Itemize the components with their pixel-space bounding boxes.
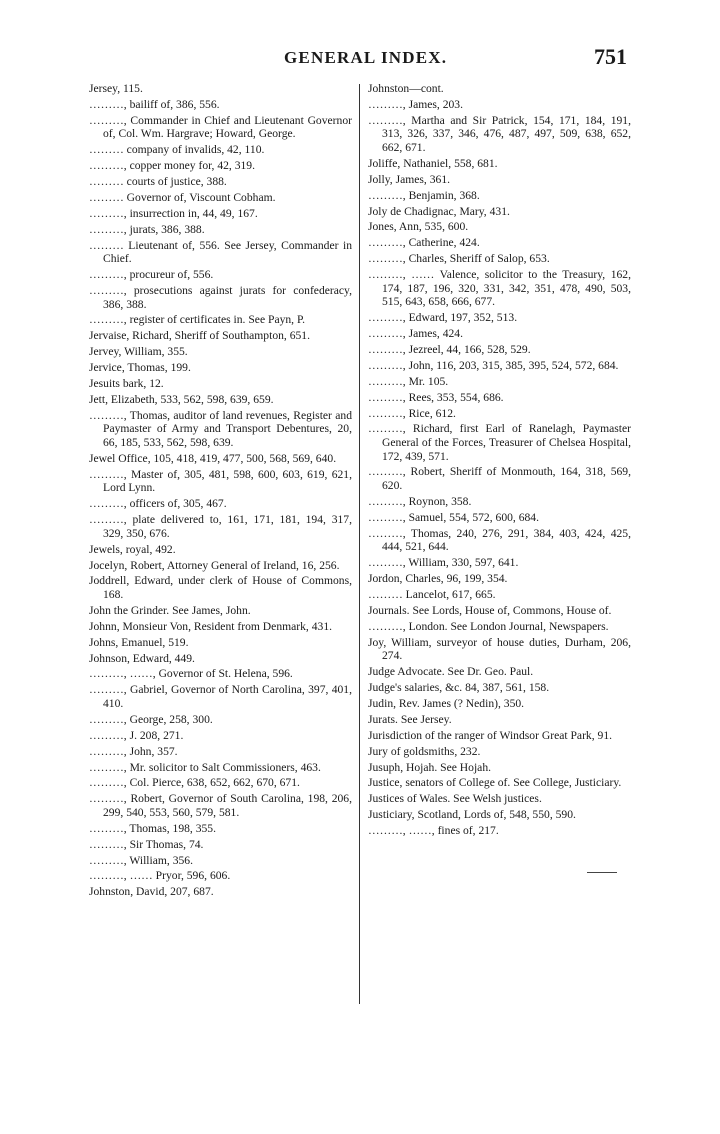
index-entry: ………, prosecutions against jurats for confederacy, 386, 388.	[89, 283, 352, 311]
index-entry: ……… Governor of, Viscount Cobham.	[89, 190, 276, 204]
index-entry: ………, Master of, 305, 481, 598, 600, 603, 619, 621, Lord Lynn.	[89, 467, 352, 495]
index-entry: ………, Mr. solicitor to Salt Commissioners, 463.	[89, 760, 321, 774]
index-entry: Johnson, Edward, 449.	[89, 651, 195, 665]
left-index-column	[89, 82, 352, 901]
index-entry: Judge's salaries, &c. 84, 387, 561, 158.	[368, 681, 550, 695]
index-entry: ………, John, 357.	[89, 744, 178, 758]
index-entry: ………, jurats, 386, 388.	[89, 222, 205, 236]
index-entry: Johnston—cont.	[368, 82, 444, 95]
index-entry: Jewels, royal, 492.	[89, 542, 176, 556]
index-entry: ………, Commander in Chief and Lieutenant Governor of, Col. Wm. Hargrave; Howard, George.	[89, 113, 352, 141]
index-entry: ………, Thomas, 240, 276, 291, 384, 403, 424, 425, 444, 521, 644.	[368, 526, 631, 554]
index-entry: ……… courts of justice, 388.	[89, 175, 227, 189]
index-entry: ………, procureur of, 556.	[89, 268, 214, 282]
right-index-column	[368, 82, 631, 840]
index-entry: ………, Samuel, 554, 572, 600, 684.	[368, 510, 540, 524]
index-entry: Jersey, 115.	[89, 82, 143, 95]
index-entry: ………, Richard, first Earl of Ranelagh, Paymaster General of the Forces, Treasurer of Chelsea Hospital, 172, 439, 571.	[368, 422, 631, 463]
index-entry: ………, plate delivered to, 161, 171, 181, 194, 317, 329, 350, 676.	[89, 513, 352, 540]
index-entry: Justices of Wales. See Welsh justices.	[368, 792, 542, 806]
index-entry: ………, William, 330, 597, 641.	[368, 556, 519, 570]
index-entry: Joliffe, Nathaniel, 558, 681.	[368, 156, 498, 170]
index-entry: ………, Sir Thomas, 74.	[89, 837, 204, 851]
index-entry: ………, officers of, 305, 467.	[89, 497, 227, 511]
index-entry: ……… Lieutenant of, 556. See Jersey, Commander in Chief.	[89, 238, 352, 266]
index-entry: Johns, Emanuel, 519.	[89, 635, 189, 649]
index-entry: ………, James, 203.	[368, 97, 463, 111]
index-entry: Jusuph, Hojah. See Hojah.	[368, 760, 492, 774]
index-entry: ……… Lancelot, 617, 665.	[368, 588, 496, 602]
index-entry: Jervaise, Richard, Sheriff of Southampton, 651.	[89, 329, 310, 343]
index-entry: ………, Martha and Sir Patrick, 154, 171, 184, 191, 313, 326, 337, 346, 476, 487, 497, 509, 638, 652, 662, 671.	[368, 113, 631, 154]
index-entry: Jones, Ann, 535, 600.	[368, 220, 469, 234]
running-head	[0, 44, 720, 72]
index-entry: Justiciary, Scotland, Lords of, 548, 550, 590.	[368, 808, 576, 822]
index-entry: ………, Thomas, auditor of land revenues, Register and Paymaster of Army and Transport Debentures, 20, 66, 185, 533, 562, 598, 639.	[89, 408, 352, 449]
index-entry: Joy, William, surveyor of house duties, Durham, 206, 274.	[368, 635, 631, 663]
index-entry: ………, Mr. 105.	[368, 374, 449, 388]
index-entry: ………, J. 208, 271.	[89, 728, 184, 742]
index-entry: ………, Rice, 612.	[368, 406, 456, 420]
index-entry: ………, copper money for, 42, 319.	[89, 159, 256, 173]
index-entry: ………, Catherine, 424.	[368, 236, 480, 250]
index-entry: Jewel Office, 105, 418, 419, 477, 500, 568, 569, 640.	[89, 451, 337, 465]
index-entry: Jordon, Charles, 96, 199, 354.	[368, 572, 508, 586]
index-entry: ………, insurrection in, 44, 49, 167.	[89, 206, 258, 220]
index-entry: ………, …… Valence, solicitor to the Treasury, 162, 174, 187, 196, 320, 331, 342, 351, 478, 490, 503, 515, 643, 658, 666, 677.	[368, 268, 631, 309]
index-entry: ………, Col. Pierce, 638, 652, 662, 670, 671.	[89, 776, 300, 790]
index-entry: ………, George, 258, 300.	[89, 712, 213, 726]
page-title: GENERAL INDEX.	[284, 48, 448, 67]
index-entry: ………, Thomas, 198, 355.	[89, 821, 216, 835]
index-entry: Jett, Elizabeth, 533, 562, 598, 639, 659.	[89, 392, 274, 406]
index-entry: Jocelyn, Robert, Attorney General of Ireland, 16, 256.	[89, 558, 340, 572]
index-entry: Jesuits bark, 12.	[89, 377, 164, 391]
index-entry: Johnn, Monsieur Von, Resident from Denmark, 431.	[89, 619, 333, 633]
index-entry: ………, Gabriel, Governor of North Carolina, 397, 401, 410.	[89, 683, 352, 710]
index-entry: ………, Jezreel, 44, 166, 528, 529.	[368, 342, 531, 356]
index-entry: ………, Robert, Governor of South Carolina, 198, 206, 299, 540, 553, 560, 579, 581.	[89, 792, 352, 819]
index-entry: ………, ……, Governor of St. Helena, 596.	[89, 667, 293, 681]
index-entry: Jurats. See Jersey.	[368, 712, 452, 726]
index-entry: Jervey, William, 355.	[89, 345, 188, 359]
index-entry: Jurisdiction of the ranger of Windsor Great Park, 91.	[368, 728, 613, 742]
index-entry: Jolly, James, 361.	[368, 172, 451, 186]
index-entry: ………, register of certificates in. See Payn, P.	[89, 313, 306, 327]
index-entry: Joddrell, Edward, under clerk of House of Commons, 168.	[89, 574, 352, 602]
index-entry: ………, bailiff of, 386, 556.	[89, 97, 220, 111]
index-entry: Judge Advocate. See Dr. Geo. Paul.	[368, 665, 534, 679]
index-entry: ………, …… Pryor, 596, 606.	[89, 869, 231, 883]
column-divider	[359, 84, 360, 1004]
index-entry: John the Grinder. See James, John.	[89, 603, 251, 617]
index-entry: ……… company of invalids, 42, 110.	[89, 143, 265, 157]
index-entry: ………, Rees, 353, 554, 686.	[368, 390, 504, 404]
index-entry: Joly de Chadignac, Mary, 431.	[368, 204, 510, 218]
index-entry: Justice, senators of College of. See College, Justiciary.	[368, 776, 622, 790]
index-entry: ………, James, 424.	[368, 327, 463, 341]
index-entry: Jervice, Thomas, 199.	[89, 361, 191, 375]
index-entry: ………, John, 116, 203, 315, 385, 395, 524, 572, 684.	[368, 358, 619, 372]
index-entry: ………, Roynon, 358.	[368, 494, 472, 508]
index-entry: ………, Edward, 197, 352, 513.	[368, 311, 518, 325]
page-number: 751	[594, 44, 627, 69]
index-entry: ………, William, 356.	[89, 853, 193, 867]
end-rule	[587, 872, 617, 873]
index-entry: ………, ……, fines of, 217.	[368, 824, 499, 838]
index-entry: ………, Charles, Sheriff of Salop, 653.	[368, 252, 550, 266]
index-entry: ………, Benjamin, 368.	[368, 188, 480, 202]
index-entry: Jury of goldsmiths, 232.	[368, 744, 481, 758]
index-entry: Judin, Rev. James (? Nedin), 350.	[368, 696, 525, 710]
index-entry: ………, London. See London Journal, Newspapers.	[368, 619, 609, 633]
index-entry: ………, Robert, Sheriff of Monmouth, 164, 318, 569, 620.	[368, 465, 631, 493]
index-entry: Journals. See Lords, House of, Commons, House of.	[368, 603, 612, 617]
index-entry: Johnston, David, 207, 687.	[89, 885, 214, 899]
